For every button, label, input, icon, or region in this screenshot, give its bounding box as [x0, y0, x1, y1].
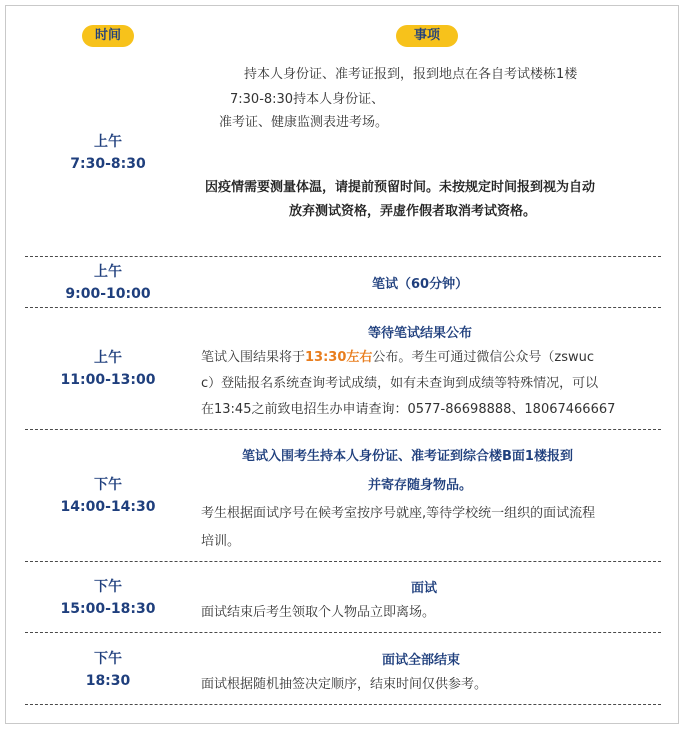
- row-text: c）登陆报名系统查询考试成绩，如有未查询到成绩等特殊情况，可以: [201, 376, 599, 391]
- row-divider: [25, 632, 661, 633]
- row-time: 18:30: [85, 673, 131, 689]
- text-segment: 公布。考生可通过微信公众号（zswuc: [372, 350, 595, 365]
- row-text: 持本人身份证、准考证报到，报到地点在各自考试楼栋1楼: [244, 67, 578, 82]
- row-text: 7:30-8:30持本人身份证、: [230, 92, 385, 107]
- text-segment: 笔试入围结果将于: [201, 350, 306, 365]
- row-time: 9:00-10:00: [65, 286, 151, 302]
- row-period: 下午: [94, 579, 122, 595]
- row-period: 上午: [94, 264, 122, 280]
- row-title: 并寄存随身物品。: [368, 478, 473, 493]
- row-note: 放弃测试资格，弄虚作假者取消考试资格。: [289, 204, 537, 219]
- row-title: 笔试（60分钟）: [372, 277, 469, 292]
- row-period: 上午: [94, 350, 122, 366]
- row-period: 下午: [94, 651, 122, 667]
- row-time: 7:30-8:30: [70, 156, 146, 172]
- row-divider: [25, 256, 661, 257]
- row-title: 笔试入围考生持本人身份证、准考证到综合楼B面1楼报到: [242, 449, 573, 464]
- row-divider: [25, 704, 661, 705]
- row-text: 面试根据随机抽签决定顺序，结束时间仅供参考。: [201, 677, 488, 692]
- row-title: 面试: [411, 581, 438, 596]
- row-divider: [25, 307, 661, 308]
- row-text: 准考证、健康监测表进考场。: [219, 115, 389, 130]
- row-text: 在13:45之前致电招生办申请查询：0577-86698888、18067466667: [201, 402, 616, 417]
- row-divider: [25, 429, 661, 430]
- row-title: 面试全部结束: [382, 653, 461, 668]
- item-header-badge: [396, 25, 458, 47]
- item-header-label: 事项: [413, 28, 440, 43]
- row-time: 15:00-18:30: [60, 601, 156, 617]
- row-divider: [25, 561, 661, 562]
- highlight-time: 13:30左右: [305, 350, 373, 365]
- row-note: 因疫情需要测量体温，请提前预留时间。未按规定时间报到视为自动: [205, 180, 596, 195]
- row-time: 11:00-13:00: [60, 372, 156, 388]
- row-time: 14:00-14:30: [60, 499, 156, 515]
- row-period: 上午: [94, 134, 122, 150]
- row-text: 考生根据面试序号在候考室按序号就座,等待学校统一组织的面试流程: [201, 506, 596, 521]
- row-title: 等待笔试结果公布: [368, 326, 473, 341]
- row-period: 下午: [94, 477, 122, 493]
- row-text: 面试结束后考生领取个人物品立即离场。: [201, 605, 436, 620]
- row-text: 培训。: [201, 534, 241, 549]
- time-header-label: 时间: [94, 28, 121, 43]
- time-header-badge: [82, 25, 134, 47]
- row-text: [201, 346, 594, 365]
